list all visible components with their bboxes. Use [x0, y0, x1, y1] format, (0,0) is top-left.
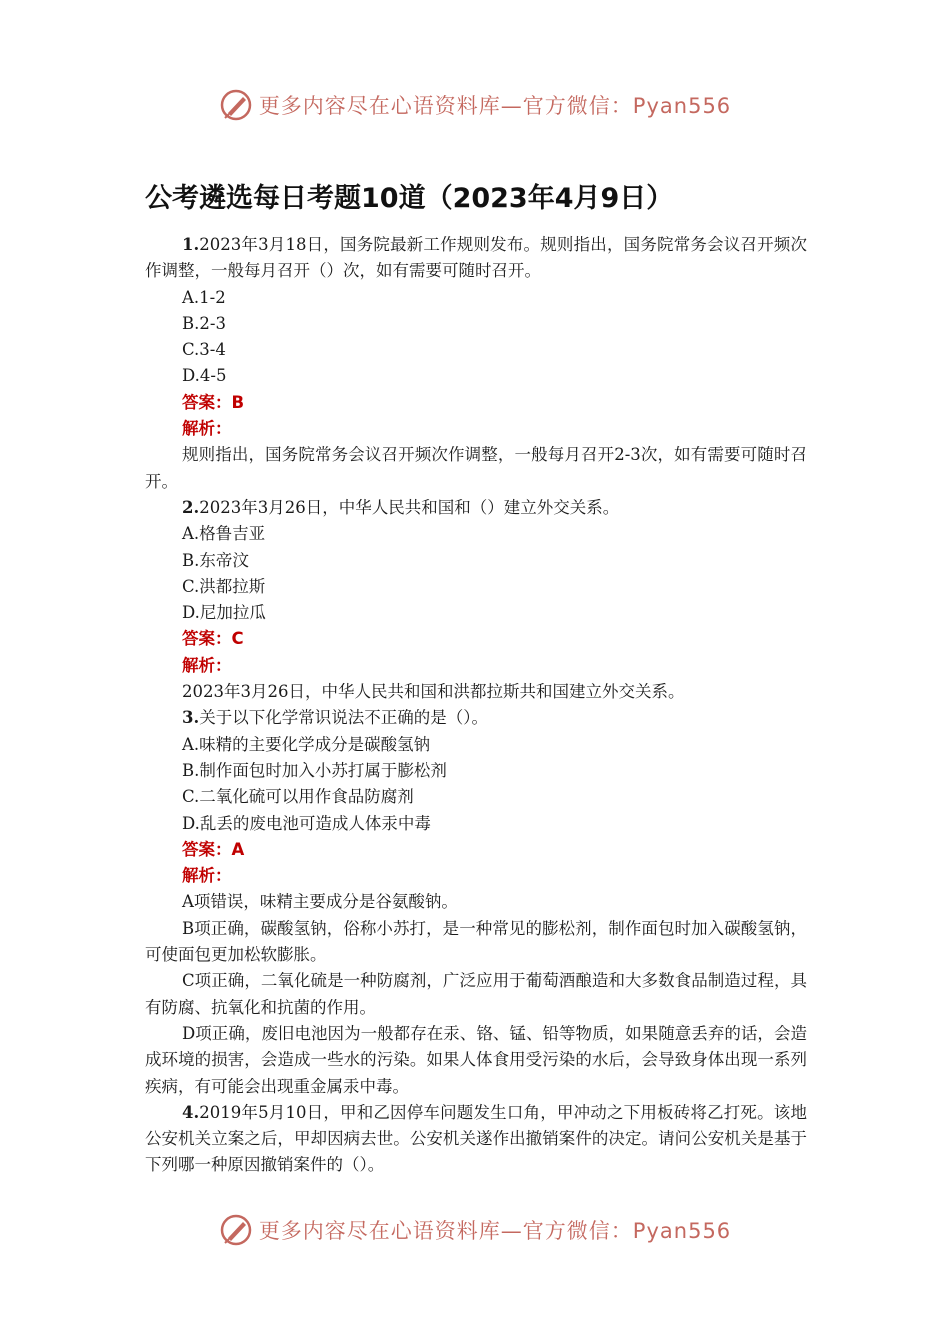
- analysis-text: D项正确，废旧电池因为一般都存在汞、铬、锰、铅等物质，如果随意丢弃的话，会造成环境的损害，会造成一些水的污染。如果人体食用受污染的水后，会导致身体出现一系列疾病，有可能会出现重金属汞中毒。: [145, 1023, 807, 1096]
- analysis-text: 规则指出，国务院常务会议召开频次作调整，一般每月召开2-3次，如有需要可随时召开。: [145, 445, 807, 491]
- question-text: 2023年3月18日，国务院最新工作规则发布。规则指出，国务院常务会议召开频次作调整，一般每月召开（）次，如有需要可随时召开。: [145, 235, 807, 281]
- option: B.制作面包时加入小苏打属于膨松剂: [182, 760, 447, 780]
- question-text: 2023年3月26日，中华人民共和国和（）建立外交关系。: [199, 497, 620, 517]
- question-text: 2019年5月10日，甲和乙因停车问题发生口角，甲冲动之下用板砖将乙打死。该地公安机关立案之后，甲却因病去世。公安机关遂作出撤销案件的决定。请问公安机关是基于下列哪一种原因撤销案件的（）。: [145, 1102, 807, 1175]
- analysis-label: 解析：: [182, 655, 232, 675]
- analysis-text: 2023年3月26日，中华人民共和国和洪都拉斯共和国建立外交关系。: [182, 682, 685, 702]
- question-stem: [145, 1100, 807, 1179]
- pen-logo-icon: [219, 88, 253, 122]
- analysis-text: B项正确，碳酸氢钠，俗称小苏打，是一种常见的膨松剂，制作面包时加入碳酸氢钠，可使面包更加松软膨胀。: [145, 918, 807, 965]
- option: A.1-2: [182, 287, 226, 307]
- option: C.3-4: [182, 340, 226, 360]
- analysis-text: A项错误，味精主要成分是谷氨酸钠。: [182, 892, 458, 912]
- option: D.乱丢的废电池可造成人体汞中毒: [182, 813, 431, 833]
- option: D.4-5: [182, 366, 227, 386]
- option: C.洪都拉斯: [182, 576, 266, 596]
- analysis-text: C项正确，二氧化硫是一种防腐剂，广泛应用于葡萄酒酿造和大多数食品制造过程，具有防腐、抗氧化和抗菌的作用。: [145, 971, 807, 1017]
- page-title: 公考遴选每日考题10道（2023年4月9日）: [145, 183, 674, 214]
- option: A.味精的主要化学成分是碳酸氢钠: [182, 734, 431, 754]
- question-number: 4.: [182, 1102, 200, 1122]
- option: A.格鲁吉亚: [182, 524, 266, 544]
- question-number: 3.: [182, 708, 200, 728]
- answer: 答案：B: [182, 392, 245, 412]
- answer: 答案：C: [182, 629, 244, 649]
- pen-logo-icon: [219, 1213, 253, 1247]
- banner-text: 更多内容尽在心语资料库—官方微信：Pyan556: [258, 1219, 732, 1243]
- answer: 答案：A: [182, 839, 245, 859]
- analysis-label: 解析：: [182, 419, 232, 439]
- question-number: 1.: [182, 235, 200, 254]
- option: D.尼加拉瓜: [182, 603, 266, 623]
- question-stem: [145, 705, 807, 731]
- option: B.2-3: [182, 313, 226, 333]
- option: C.二氧化硫可以用作食品防腐剂: [182, 787, 414, 807]
- question-stem: [145, 495, 807, 521]
- question-list: [145, 232, 807, 1179]
- question-stem: [145, 232, 807, 285]
- analysis-label: 解析：: [182, 866, 232, 886]
- question-number: 2.: [182, 497, 200, 517]
- banner-text: 更多内容尽在心语资料库—官方微信：Pyan556: [258, 94, 732, 118]
- option: B.东帝汶: [182, 550, 249, 570]
- header-banner: [0, 85, 950, 125]
- footer-banner: [0, 1210, 950, 1250]
- question-text: 关于以下化学常识说法不正确的是（）。: [199, 708, 488, 728]
